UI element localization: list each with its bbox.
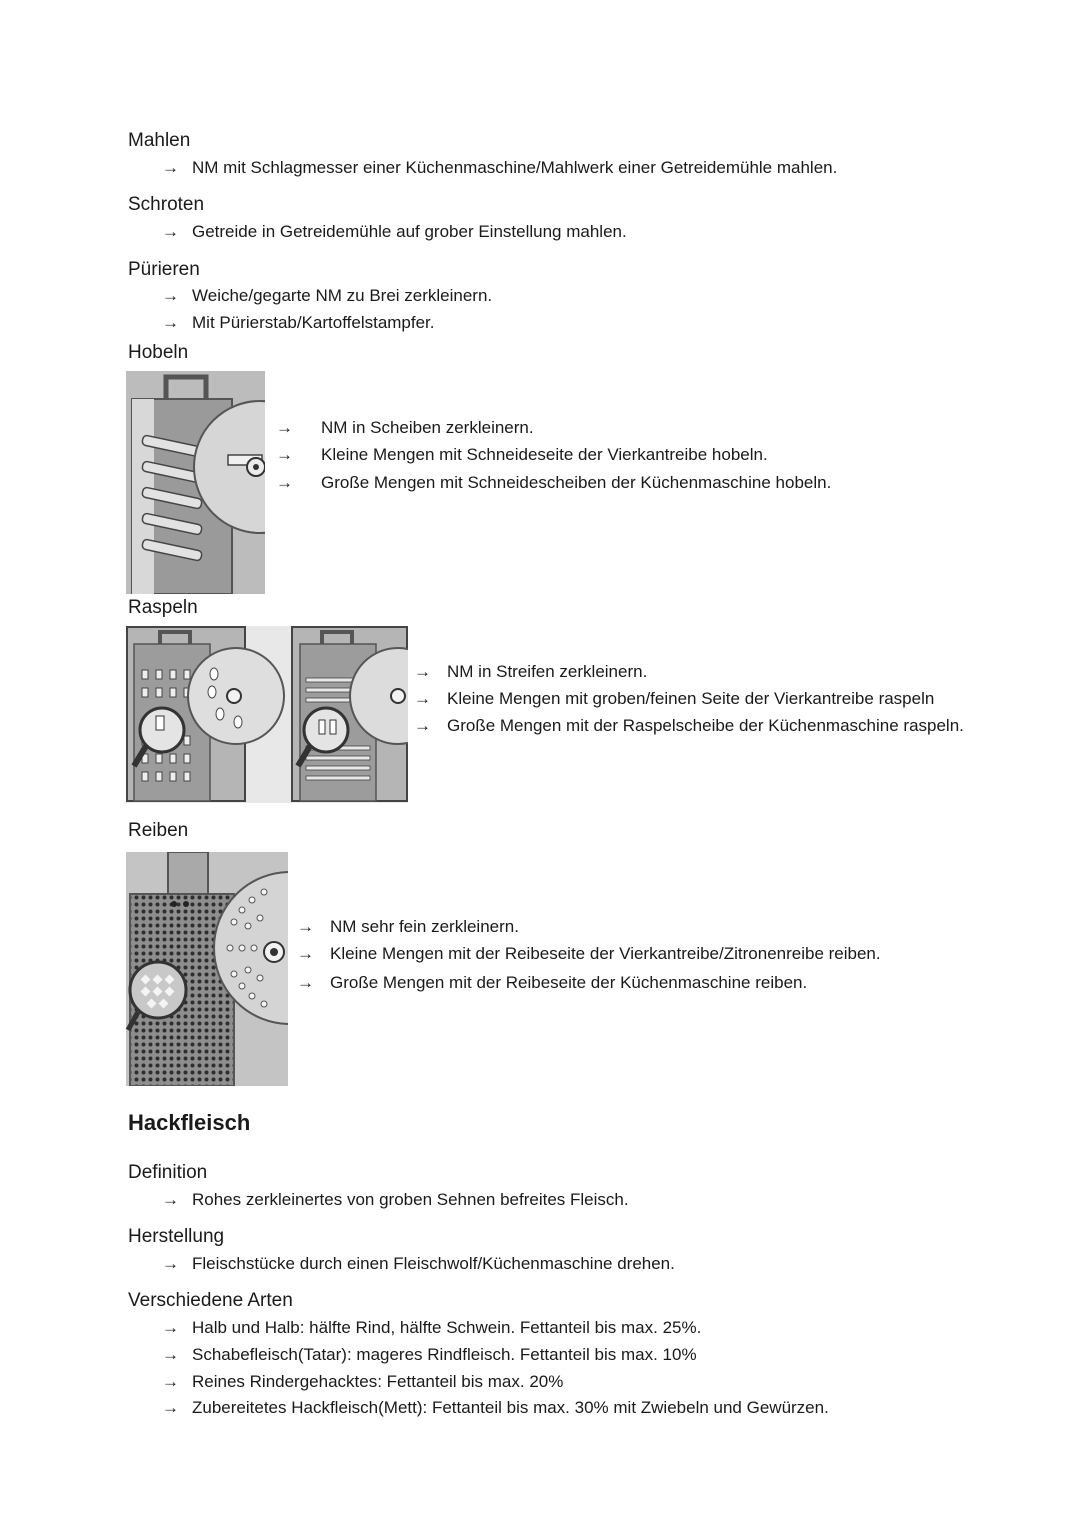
grater-slicer-image <box>126 371 265 594</box>
list-item-text: NM sehr fein zerkleinern. <box>330 917 519 936</box>
list-item-text: Weiche/gegarte NM zu Brei zerkleinern. <box>192 286 493 305</box>
list-item-text: Getreide in Getreidemühle auf grober Einstellung mahlen. <box>192 222 627 241</box>
list-item <box>414 689 934 709</box>
arrow-icon: → <box>297 917 314 936</box>
arrow-icon: → <box>162 1372 179 1391</box>
heading-reiben: Reiben <box>128 820 189 841</box>
list-item-text: NM in Streifen zerkleinern. <box>447 662 648 681</box>
grater-shredder-image <box>126 626 408 803</box>
list-item-text: Rohes zerkleinertes von groben Sehnen befreites Fleisch. <box>192 1190 629 1209</box>
arrow-icon: → <box>297 973 314 992</box>
arrow-icon: → <box>162 286 179 305</box>
heading-raspeln: Raspeln <box>128 597 198 618</box>
list-item <box>297 917 519 937</box>
arrow-icon: → <box>414 716 431 735</box>
list-item <box>276 445 768 465</box>
heading-schroten: Schroten <box>128 194 205 215</box>
list-item-text: Kleine Mengen mit groben/feinen Seite der Vierkantreibe raspeln <box>447 689 935 708</box>
arrow-icon: → <box>414 689 431 708</box>
list-item-text: Reines Rindergehacktes: Fettanteil bis max. 20% <box>192 1372 564 1391</box>
list-item-text: NM in Scheiben zerkleinern. <box>321 418 534 437</box>
arrow-icon: → <box>162 222 179 241</box>
heading-puerieren: Pürieren <box>128 259 200 280</box>
shredder-illustration <box>126 626 408 803</box>
arrow-icon: → <box>414 662 431 681</box>
list-item <box>414 716 964 736</box>
arrow-icon: → <box>297 944 314 963</box>
heading-herstellung: Herstellung <box>128 1226 225 1247</box>
list-item <box>162 158 837 178</box>
arrow-icon: → <box>276 418 293 437</box>
list-item-text: Zubereitetes Hackfleisch(Mett): Fettanteil bis max. 30% mit Zwiebeln und Gewürzen. <box>192 1398 829 1417</box>
heading-definition: Definition <box>128 1162 208 1183</box>
arrow-icon: → <box>162 1318 179 1337</box>
arrow-icon: → <box>162 1254 179 1273</box>
list-item <box>162 1372 563 1392</box>
arrow-icon: → <box>276 473 293 492</box>
arrow-icon: → <box>162 1190 179 1209</box>
list-item <box>162 1318 701 1338</box>
heading-arten: Verschiedene Arten <box>128 1290 293 1311</box>
slicer-illustration <box>126 371 265 594</box>
list-item <box>162 286 492 306</box>
arrow-icon: → <box>276 445 293 464</box>
arrow-icon: → <box>162 1398 179 1417</box>
arrow-icon: → <box>162 313 179 332</box>
list-item-text: Große Mengen mit Schneidescheiben der Küchenmaschine hobeln. <box>321 473 832 492</box>
list-item <box>297 973 807 993</box>
list-item <box>162 313 435 333</box>
list-item-text: Kleine Mengen mit Schneideseite der Vierkantreibe hobeln. <box>321 445 768 464</box>
fine-grater-illustration <box>126 852 288 1086</box>
heading-hackfleisch: Hackfleisch <box>128 1110 251 1135</box>
list-item <box>276 418 534 438</box>
arrow-icon: → <box>162 158 179 177</box>
heading-hobeln: Hobeln <box>128 342 189 363</box>
list-item-text: Große Mengen mit der Raspelscheibe der Küchenmaschine raspeln. <box>447 716 964 735</box>
list-item-text: Große Mengen mit der Reibeseite der Küchenmaschine reiben. <box>330 973 808 992</box>
arrow-icon: → <box>162 1345 179 1364</box>
list-item-text: NM mit Schlagmesser einer Küchenmaschine/Mahlwerk einer Getreidemühle mahlen. <box>192 158 838 177</box>
list-item <box>162 1254 675 1274</box>
list-item <box>162 1398 829 1418</box>
list-item <box>162 222 627 242</box>
list-item-text: Kleine Mengen mit der Reibeseite der Vierkantreibe/Zitronenreibe reiben. <box>330 944 881 963</box>
list-item <box>162 1345 697 1365</box>
list-item <box>276 473 831 493</box>
list-item-text: Halb und Halb: hälfte Rind, hälfte Schwein. Fettanteil bis max. 25%. <box>192 1318 702 1337</box>
list-item-text: Fleischstücke durch einen Fleischwolf/Küchenmaschine drehen. <box>192 1254 675 1273</box>
list-item-text: Mit Pürierstab/Kartoffelstampfer. <box>192 313 435 332</box>
list-item <box>414 662 647 682</box>
grater-fine-image <box>126 852 288 1086</box>
heading-mahlen: Mahlen <box>128 130 191 151</box>
list-item <box>162 1190 629 1210</box>
list-item-text: Schabefleisch(Tatar): mageres Rindfleisch. Fettanteil bis max. 10% <box>192 1345 697 1364</box>
list-item <box>297 944 881 964</box>
